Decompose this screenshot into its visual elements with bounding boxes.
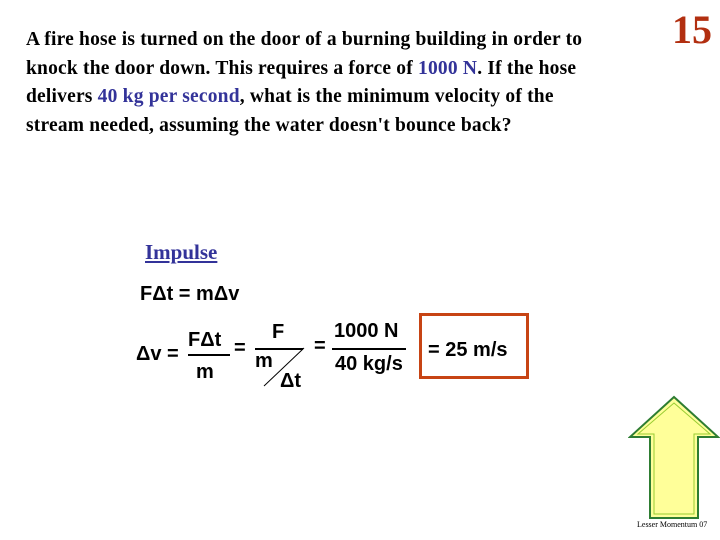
fraction1-bar [188,354,230,356]
impulse-equation: FΔt = mΔv [140,283,240,305]
equals-2: = [314,335,326,357]
fraction2-den-dt: Δt [280,370,302,392]
up-arrow-icon[interactable] [628,395,720,520]
dv-lhs: Δv = [136,343,179,365]
fraction1-numerator: FΔt [188,329,222,351]
impulse-link[interactable]: Impulse [145,240,218,264]
slide-number: 15 [672,7,712,52]
fraction2-den-m: m [255,350,273,372]
equals-1: = [234,337,246,359]
force-value: 1000 N [418,57,478,79]
problem-text-part: , what is the minimum velocity of the stream needed, assuming the water doesn't bounce back? [26,86,554,136]
fraction3-numerator: 1000 N [334,320,399,342]
result-value: = 25 m/s [428,339,508,361]
fraction1-denominator: m [196,361,214,383]
rate-value: 40 kg per second [97,86,240,107]
footer-text: Lesser Momentum 07 [637,520,708,529]
fraction3-denominator: 40 kg/s [335,353,403,375]
fraction2-numerator: F [272,321,285,343]
problem-text-part: A fire hose is turned on the door of a burning building in order to knock the door down. This requires a force of [26,29,583,79]
problem-text [26,26,606,140]
problem-text-part: . If the hose delivers [26,57,577,107]
fraction3-bar [332,348,406,350]
